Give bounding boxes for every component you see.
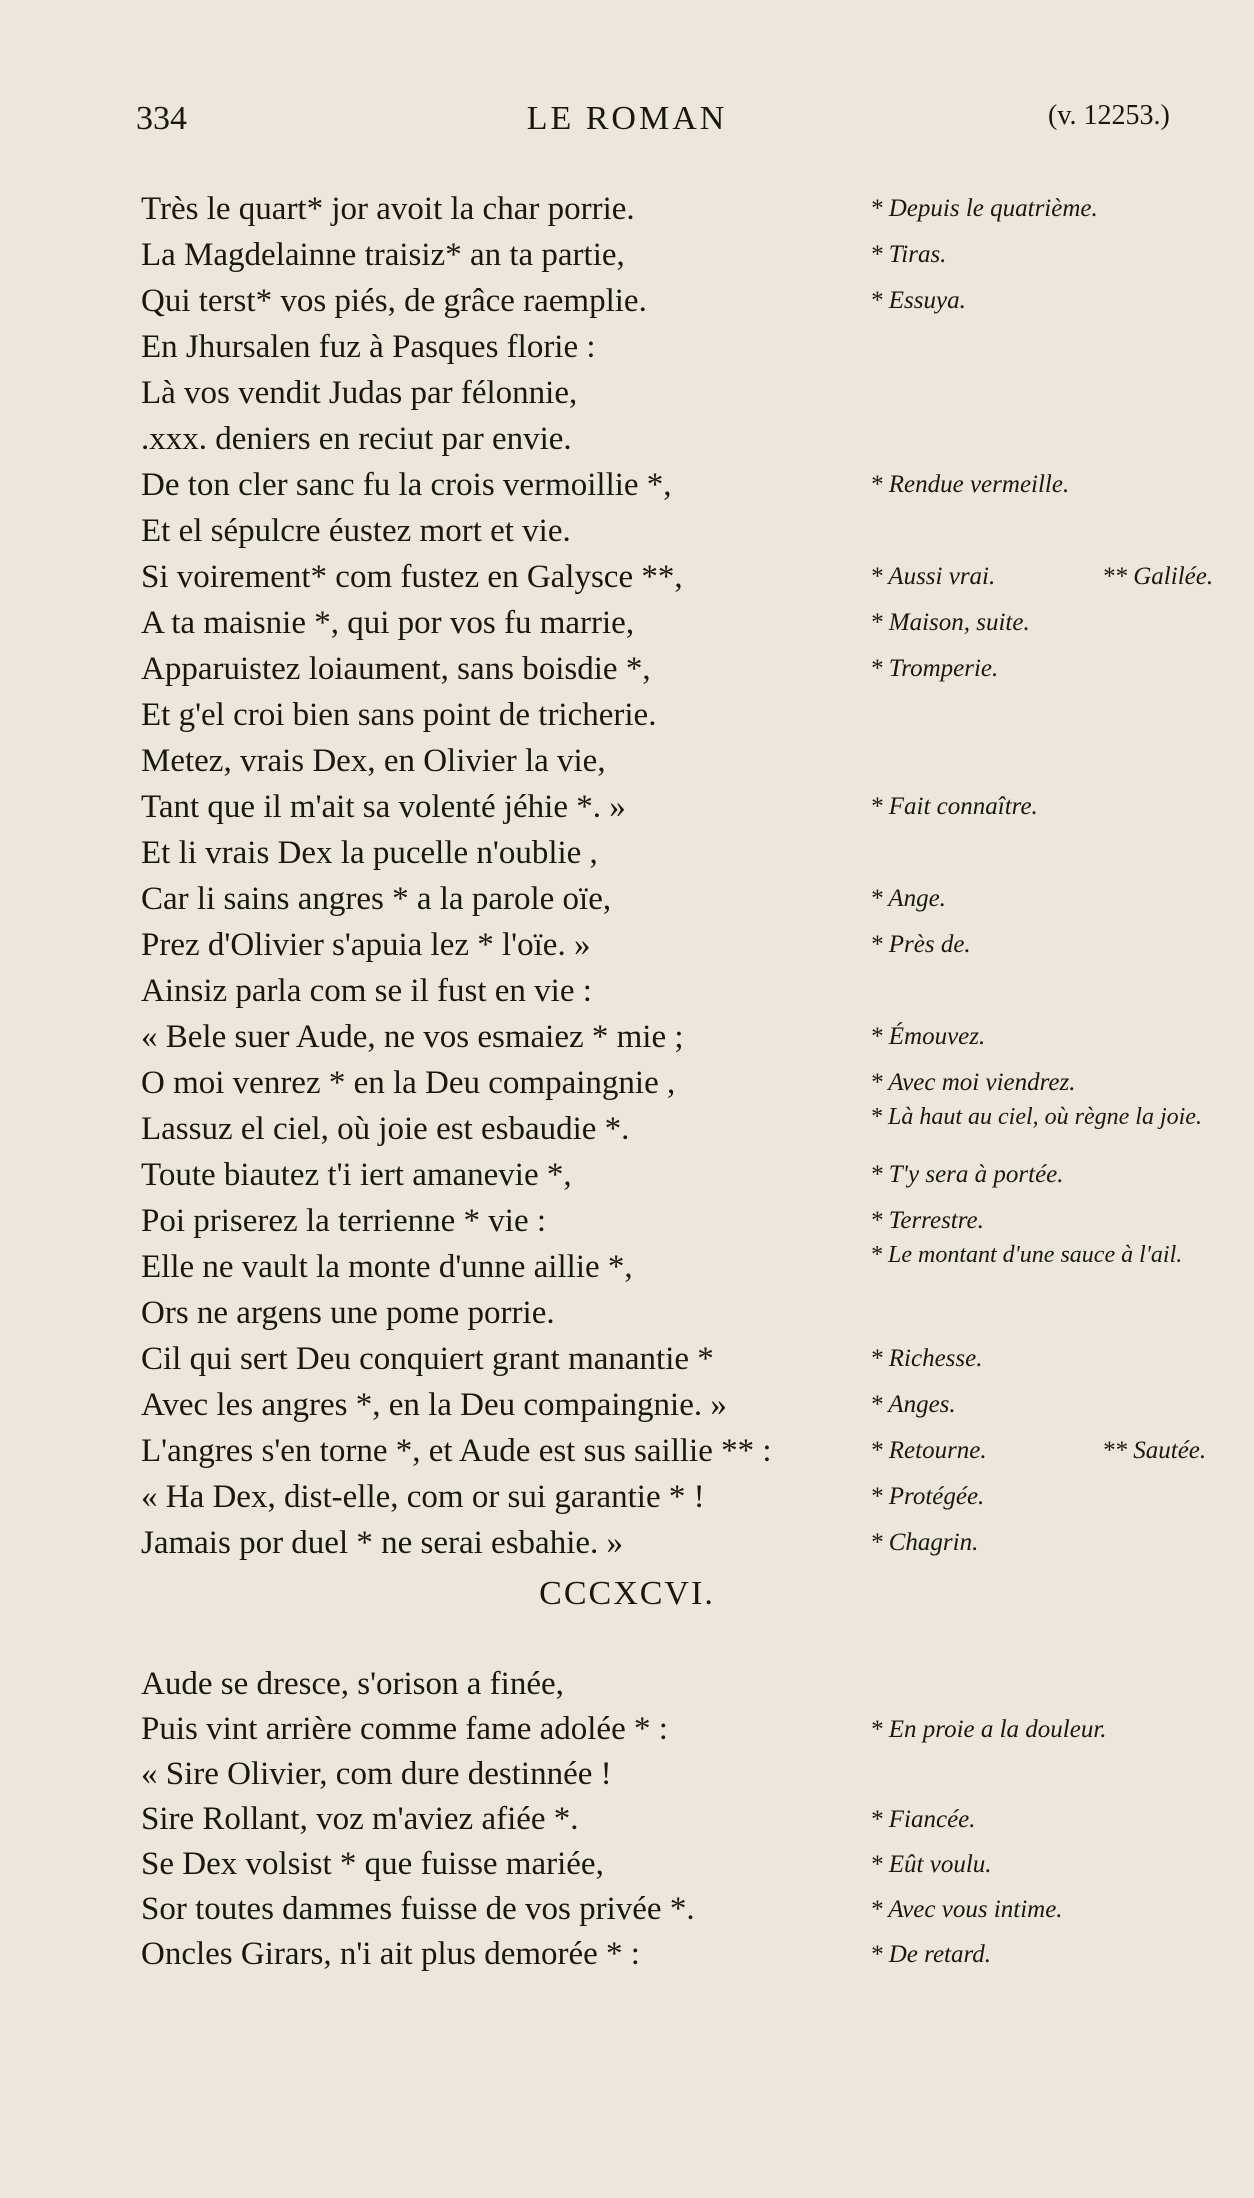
gloss-note: * De retard. [870, 1941, 992, 1968]
gloss-note: * Terrestre. [870, 1207, 984, 1234]
verse-reference: (v. 12253.) [1048, 100, 1170, 131]
stanza-glosses [870, 186, 1220, 1566]
gloss-note: * Maison, suite. [870, 609, 1030, 636]
verse-line: Sor toutes dammes fuisse de vos privée *. [141, 1891, 695, 1927]
gloss-note [870, 1662, 1220, 1707]
verse-line: Metez, vrais Dex, en Olivier la vie, [141, 743, 606, 779]
gloss-note: * Protégée. [870, 1483, 985, 1510]
verse-line: L'angres s'en torne *, et Aude est sus saillie ** : [141, 1433, 772, 1469]
gloss-note: * En proie a la douleur. [870, 1716, 1107, 1743]
running-title: LE ROMAN [526, 100, 728, 137]
gloss-note: * T'y sera à portée. [870, 1161, 1064, 1188]
verse-line: Très le quart* jor avoit la char porrie. [141, 191, 635, 227]
verse-line: Sire Rollant, voz m'aviez afiée *. [141, 1801, 579, 1837]
gloss-note: * Depuis le quatrième. [870, 195, 1098, 222]
stanza2-verses [141, 1662, 861, 1977]
gloss-note: * Richesse. [870, 1345, 983, 1372]
verse-line: Là vos vendit Judas par félonnie, [141, 375, 578, 411]
gloss-note [870, 1752, 1220, 1797]
gloss-note: * Tiras. [870, 241, 947, 268]
stanza-verses [141, 186, 861, 1566]
verse-line: Car li sains angres * a la parole oïe, [141, 881, 612, 917]
verse-line: Lassuz el ciel, où joie est esbaudie *. [141, 1111, 630, 1147]
gloss-note-secondary: ** Galilée. [1102, 563, 1214, 590]
verse-line: .xxx. deniers en reciut par envie. [141, 421, 572, 457]
gloss-note: * Émouvez. [870, 1023, 986, 1050]
verse-line: « Sire Olivier, com dure destinnée ! [141, 1756, 612, 1792]
verse-line: Tant que il m'ait sa volenté jéhie *. » [141, 789, 626, 825]
verse-line: Qui terst* vos piés, de grâce raemplie. [141, 283, 647, 319]
gloss-note [870, 830, 1220, 876]
verse-line: Se Dex volsist * que fuisse mariée, [141, 1846, 604, 1882]
gloss-note [870, 692, 1220, 738]
gloss-note [870, 324, 1220, 370]
verse-line: « Ha Dex, dist-elle, com or sui garantie * ! [141, 1479, 705, 1515]
stanza-number: CCCXCVI. [539, 1575, 715, 1612]
verse-line: O moi venrez * en la Deu compaingnie , [141, 1065, 676, 1101]
verse-line: De ton cler sanc fu la crois vermoillie *, [141, 467, 672, 503]
verse-line: Oncles Girars, n'i ait plus demorée * : [141, 1936, 640, 1972]
page-number: 334 [136, 100, 187, 137]
gloss-note [870, 738, 1220, 784]
gloss-note: * Retourne. ** Sautée. [870, 1428, 1220, 1474]
verse-line: Puis vint arrière comme fame adolée * : [141, 1711, 668, 1747]
gloss-note: * Chagrin. [870, 1529, 979, 1556]
gloss-note: * Essuya. [870, 287, 966, 314]
gloss-note: * Fiancée. [870, 1806, 976, 1833]
verse-line: Ainsiz parla com se il fust en vie : [141, 973, 592, 1009]
gloss-note [870, 508, 1220, 554]
verse-line: A ta maisnie *, qui por vos fu marrie, [141, 605, 635, 641]
stanza2-glosses [870, 1662, 1220, 1977]
verse-line: Et li vrais Dex la pucelle n'oublie , [141, 835, 598, 871]
verse-line: Ors ne argens une pome porrie. [141, 1295, 555, 1331]
gloss-note: * Avec vous intime. [870, 1896, 1063, 1923]
verse-line: « Bele suer Aude, ne vos esmaiez * mie ; [141, 1019, 684, 1055]
verse-line: Et g'el croi bien sans point de tricherie. [141, 697, 657, 733]
gloss-note: * Anges. [870, 1391, 956, 1418]
verse-line: Prez d'Olivier s'apuia lez * l'oïe. » [141, 927, 591, 963]
gloss-note: * Aussi vrai. ** Galilée. [870, 554, 1220, 600]
gloss-note: * Ange. [870, 885, 946, 912]
verse-line: Aude se dresce, s'orison a finée, [141, 1666, 564, 1702]
verse-line: En Jhursalen fuz à Pasques florie : [141, 329, 596, 365]
gloss-note [870, 968, 1220, 1014]
gloss-note: * Là haut au ciel, où règne la joie. [870, 1104, 1202, 1130]
verse-line: Jamais por duel * ne serai esbahie. » [141, 1525, 624, 1561]
running-header [0, 100, 1254, 150]
gloss-note: * Tromperie. [870, 655, 999, 682]
gloss-note [870, 370, 1220, 416]
gloss-note [870, 416, 1220, 462]
gloss-note: * Près de. [870, 931, 971, 958]
gloss-note-secondary: ** Sautée. [1102, 1437, 1207, 1464]
verse-line: Cil qui sert Deu conquiert grant manantie * [141, 1341, 714, 1377]
verse-line: Et el sépulcre éustez mort et vie. [141, 513, 571, 549]
verse-line: Poi priserez la terrienne * vie : [141, 1203, 547, 1239]
verse-line: Toute biautez t'i iert amanevie *, [141, 1157, 572, 1193]
verse-line: Si voirement* com fustez en Galysce **, [141, 559, 683, 595]
verse-line: Elle ne vault la monte d'unne aillie *, [141, 1249, 633, 1285]
gloss-note: * Eût voulu. [870, 1851, 992, 1878]
gloss-note [870, 1290, 1220, 1336]
verse-line: Apparuistez loiaument, sans boisdie *, [141, 651, 651, 687]
gloss-note: * Le montant d'une sauce à l'ail. [870, 1242, 1183, 1268]
gloss-note: * Rendue vermeille. [870, 471, 1070, 498]
gloss-note: * Avec moi viendrez. [870, 1069, 1076, 1096]
gloss-note: * Fait connaître. [870, 793, 1038, 820]
verse-line: La Magdelainne traisiz* an ta partie, [141, 237, 625, 273]
verse-line: Avec les angres *, en la Deu compaingnie. » [141, 1387, 727, 1423]
